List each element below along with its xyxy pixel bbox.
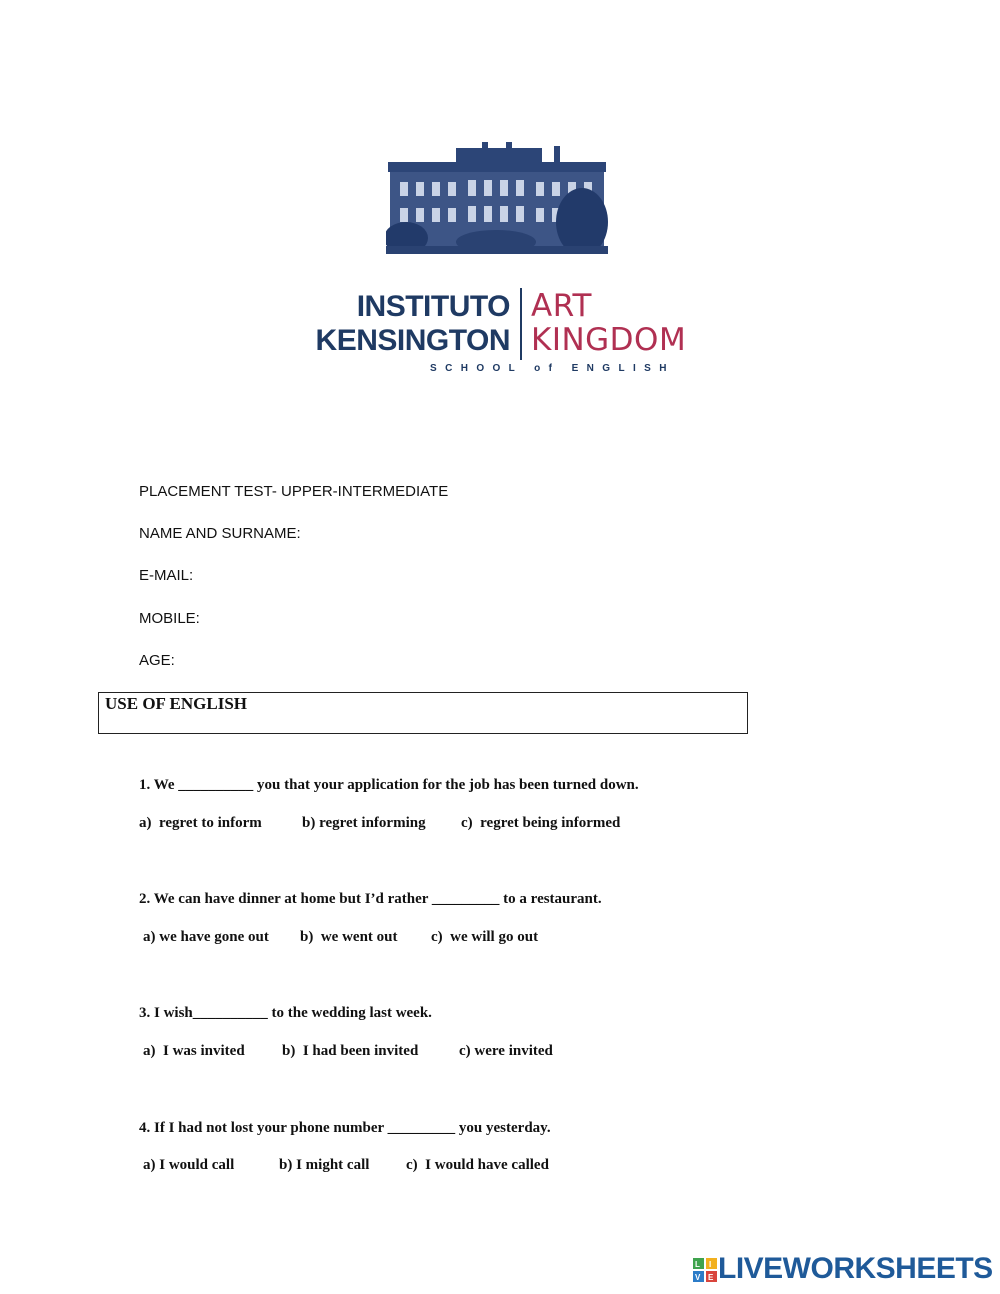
q1-option-b[interactable]: b) regret informing: [302, 815, 426, 831]
q2-option-a[interactable]: a) we have gone out: [143, 929, 269, 945]
logo-subtitle: SCHOOL of ENGLISH: [430, 363, 675, 374]
logo-text-kingdom: KINGDOM: [531, 322, 687, 358]
logo-divider: [520, 288, 522, 360]
email-label: E-MAIL:: [139, 567, 194, 584]
q1-option-c[interactable]: c) regret being informed: [461, 815, 621, 831]
question-2: 2. We can have dinner at home but I’d rather _________ to a restaurant.: [139, 891, 602, 907]
mobile-label: MOBILE:: [139, 610, 200, 627]
q4-option-b[interactable]: b) I might call: [279, 1157, 370, 1173]
badge-letter-l: L: [695, 1260, 700, 1269]
q4-option-c[interactable]: c) I would have called: [406, 1157, 549, 1173]
question-3: 3. I wish__________ to the wedding last week.: [139, 1005, 432, 1021]
liveworksheets-badge-icon: [693, 1258, 717, 1282]
logo-text-kensington: KENSINGTON: [315, 324, 510, 357]
badge-letter-v: V: [695, 1273, 701, 1282]
q2-option-c[interactable]: c) we will go out: [431, 929, 539, 945]
age-label: AGE:: [139, 652, 175, 669]
q3-option-a[interactable]: a) I was invited: [143, 1043, 245, 1059]
question-4: 4. If I had not lost your phone number _________ you yesterday.: [139, 1120, 551, 1136]
section-title: USE OF ENGLISH: [105, 694, 248, 713]
question-1: 1. We __________ you that your application for the job has been turned down.: [139, 777, 639, 793]
q4-option-a[interactable]: a) I would call: [143, 1157, 235, 1173]
q3-option-b[interactable]: b) I had been invited: [282, 1043, 419, 1059]
badge-letter-i: I: [709, 1260, 712, 1269]
q2-option-b[interactable]: b) we went out: [300, 929, 398, 945]
logo-text-instituto: INSTITUTO: [356, 290, 510, 323]
liveworksheets-brand[interactable]: LIVEWORKSHEETS: [718, 1252, 993, 1285]
q3-option-c[interactable]: c) were invited: [459, 1043, 553, 1059]
building-illustration: [386, 142, 608, 254]
test-title: PLACEMENT TEST- UPPER-INTERMEDIATE: [139, 483, 449, 500]
badge-letter-e: E: [708, 1273, 714, 1282]
name-label: NAME AND SURNAME:: [139, 525, 301, 542]
logo-text-art: ART: [531, 288, 592, 324]
q1-option-a[interactable]: a) regret to inform: [139, 815, 262, 831]
